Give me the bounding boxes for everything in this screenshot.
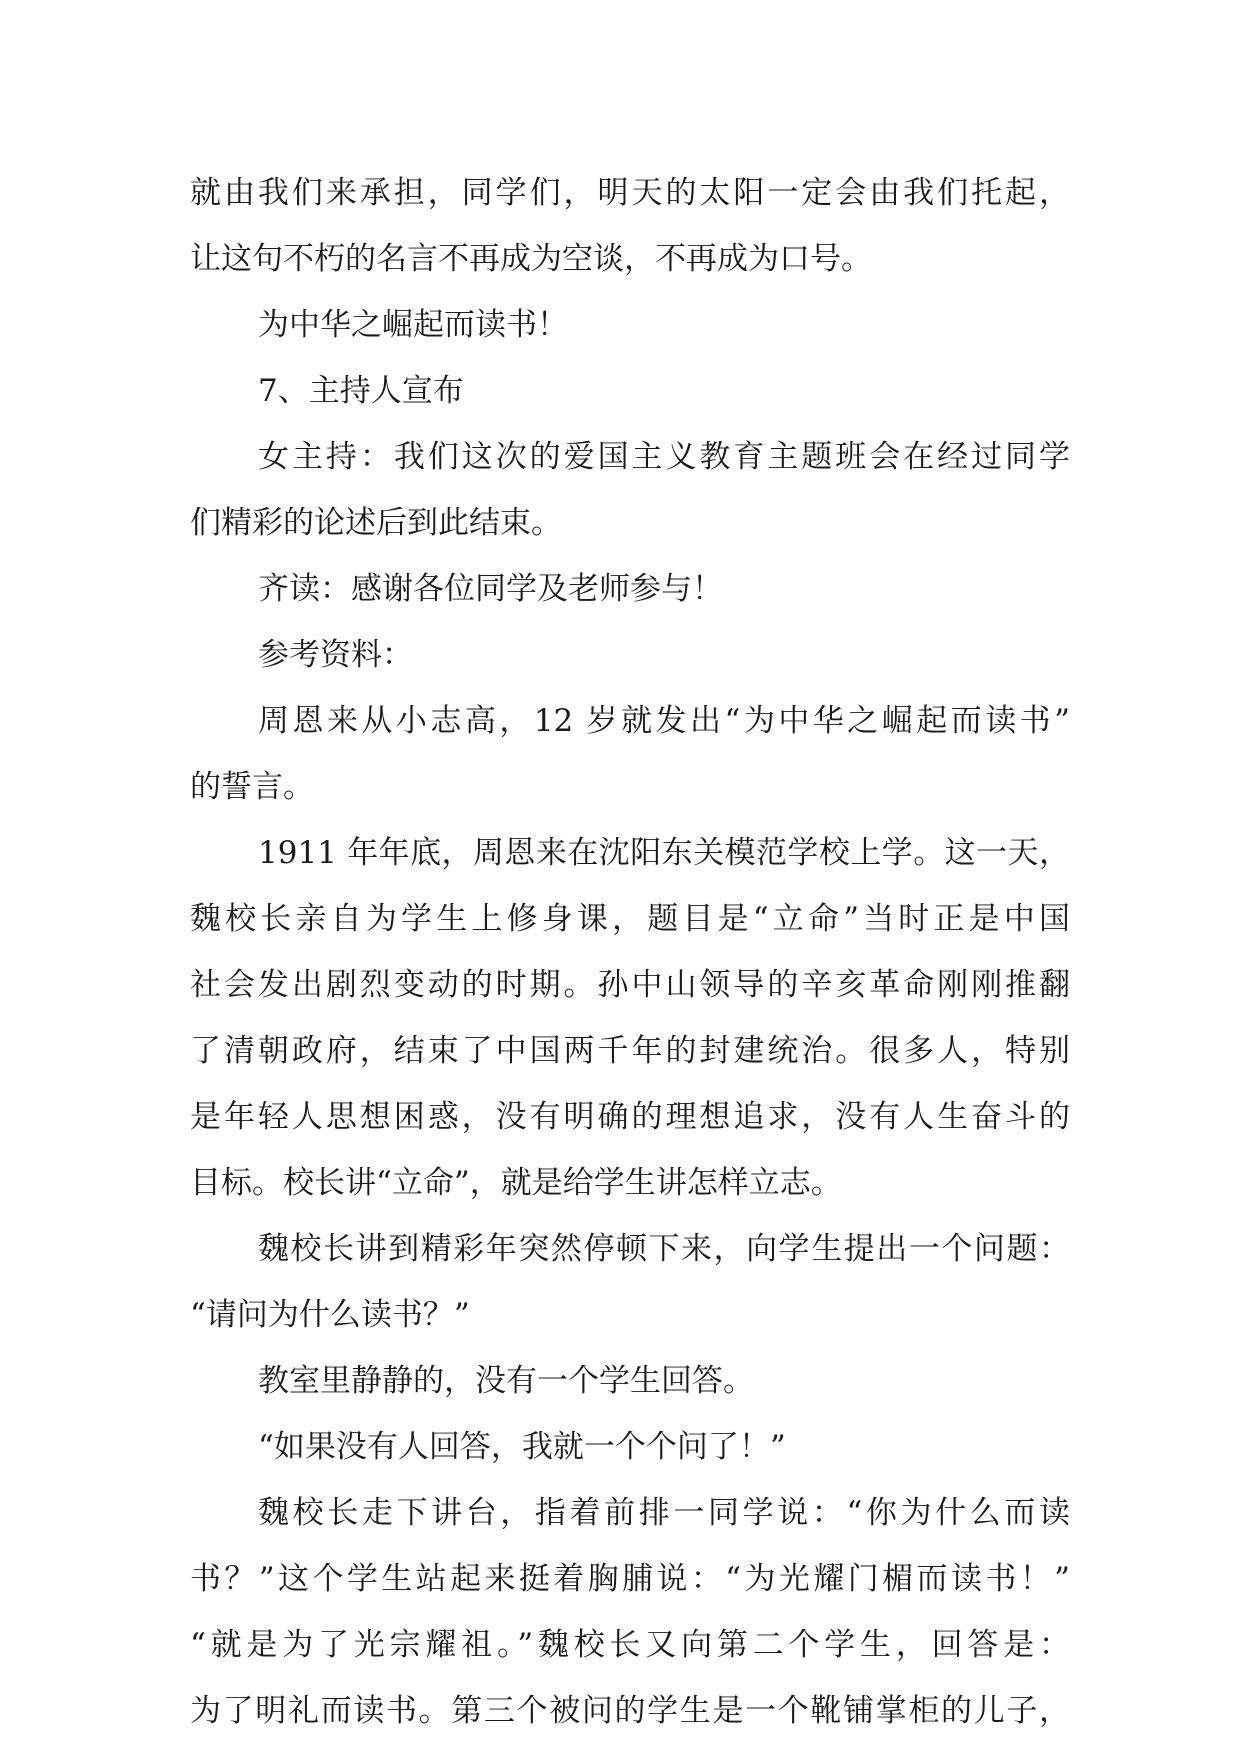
text-line: 女主持：我们这次的爱国主义教育主题班会在经过同学 (258, 439, 1070, 475)
text-line: 为中华之崛起而读书！ (258, 307, 568, 343)
text-line: 目标。校长讲“立命”，就是给学生讲怎样立志。 (190, 1165, 842, 1201)
text-line: 就由我们来承担，同学们，明天的太阳一定会由我们托起， (190, 175, 1070, 211)
text-line: 教室里静静的，没有一个学生回答。 (258, 1363, 754, 1399)
text-line: 了清朝政府，结束了中国两千年的封建统治。很多人，特别 (190, 1033, 1070, 1069)
text-line: 魏校长走下讲台，指着前排一同学说：“你为什么而读 (258, 1495, 1070, 1531)
text-line: 魏校长讲到精彩年突然停顿下来，向学生提出一个问题： (258, 1231, 1070, 1267)
text-line: 书？”这个学生站起来挺着胸脯说：“为光耀门楣而读书！” (190, 1561, 1070, 1597)
text-line: 是年轻人思想困惑，没有明确的理想追求，没有人生奋斗的 (190, 1099, 1070, 1135)
text-line: 参考资料： (258, 637, 413, 673)
document-body (190, 160, 1070, 1744)
text-line: 齐读：感谢各位同学及老师参与！ (258, 571, 723, 607)
text-line: “如果没有人回答，我就一个个问了！” (258, 1429, 786, 1465)
text-line: 1911 年年底，周恩来在沈阳东关模范学校上学。这一天， (258, 835, 1070, 871)
text-line: 社会发出剧烈变动的时期。孙中山领导的辛亥革命刚刚推翻 (190, 967, 1070, 1003)
text-line: 让这句不朽的名言不再成为空谈，不再成为口号。 (190, 241, 872, 277)
text-line: 的誓言。 (190, 769, 314, 805)
text-line: 周恩来从小志高，12 岁就发出“为中华之崛起而读书” (258, 703, 1070, 739)
text-line: “请问为什么读书？” (190, 1297, 470, 1333)
text-line: 为了明礼而读书。第三个被问的学生是一个靴铺掌柜的儿子， (190, 1693, 1070, 1729)
text-line: 魏校长亲自为学生上修身课，题目是“立命”当时正是中国 (190, 901, 1070, 937)
text-line: “就是为了光宗耀祖。”魏校长又向第二个学生，回答是： (190, 1627, 1070, 1663)
text-line: 们精彩的论述后到此结束。 (190, 505, 562, 541)
section-heading: 7、主持人宣布 (258, 373, 464, 409)
